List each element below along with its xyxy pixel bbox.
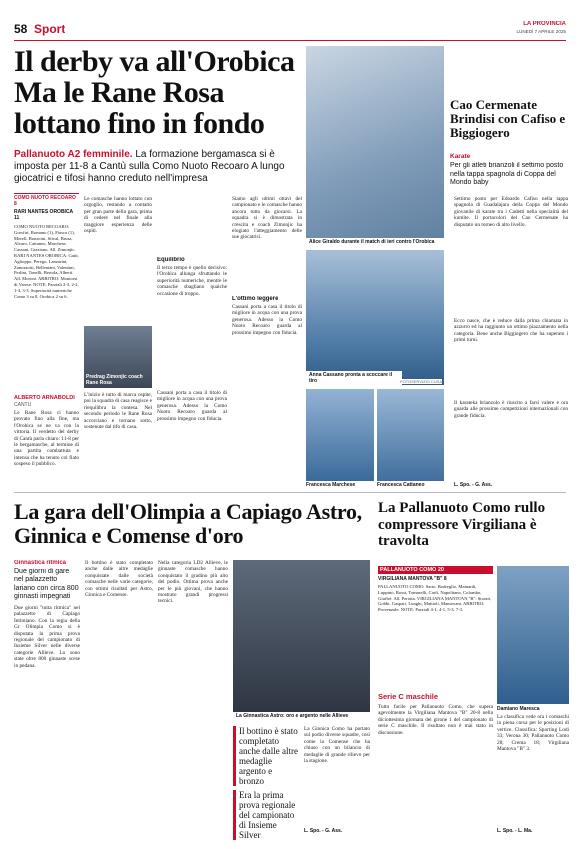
gym-body: Due giorni "tutta ritmica" nel palazzetto di Capiago Intimiano. Con la regia della Gr Olimpia Como si è disputata la prima prova regionale del campionato di Insieme Silver nelle diverse categorie Allieve. Lo sono state oltre 800 ginnaste scese in pedana. — [14, 605, 80, 669]
mid-rule — [14, 492, 566, 493]
photo-caption-2: Anna Cassano pronta a scoccare il tiro — [306, 371, 402, 385]
lead-subhead: Equilibrio — [157, 257, 185, 263]
gym-pull-1: Il bottino è stato completato anche dalle altre medaglie argento e bronzo — [233, 726, 299, 786]
lead-body-5: Cassani porta a casa il titolo di migliore in acqua con una prova generosa. Adesso la Como Nuoto Recoaro guarda al prossimo impegno con fiducia. — [157, 390, 227, 422]
pallanuoto-team-2: VIRGILIANA MANTOVA "B" 8 — [378, 576, 447, 582]
lead-photo-2 — [306, 250, 444, 385]
gym-headline: La gara dell'Olimpia a Capiago Astro, Ginnica e Comense d'oro — [14, 500, 362, 548]
gym-pull-2: Era la prima prova regionale del campionato di Insieme Silver — [233, 790, 299, 840]
lead-body-6a: Siamo agli ultimi ottavi del campionato e le comasche hanno ancora tutto da giocarsi. La squadra si è dimostrata in crescita e coach Zimonjic ha elogiato l'atteggiamento delle sue giocatrici. — [232, 196, 302, 241]
karate-headline: Cao Cermenate Brindisi con Cafiso e Biggiogero — [450, 98, 566, 140]
lead-body-1: Le Rane Rosa ci hanno provato fino alla fine, ma l'Orobica se ne va con la vittoria. Il verdetto del derby di Cantù parla chiaro: 11-8 per le bergamasche, al termine di una partita combattuta e intensa che ha tenuto col fiato sospeso il pubblico. — [14, 410, 79, 468]
gym-byline: L. Spo. - G. Ass. — [304, 828, 343, 834]
photo-caption-1: Alice Giraldo durante il match di ieri contro l'Orobica — [306, 238, 444, 246]
gym-photo-caption: La Ginnastica Astro: oro e argento nelle Allieve — [233, 712, 370, 720]
gym-kicker: Ginnastica ritmica — [14, 560, 67, 566]
pallanuoto-stats-box — [378, 566, 493, 676]
pallanuoto-subhead: Serie C maschile — [378, 692, 439, 701]
lead-stats-box — [14, 193, 79, 393]
lead-body-3: L'inizio è tutto di marca ospite, poi la squadra di casa reagisce e riequilibra la contesa. Nel secondo periodo le Rane Rosa accorciano e tornano sotto, sostenute dal tifo di casa. — [84, 392, 152, 431]
stats-body: COMO NUOTO RECOARO: Grosfiri, Romano (1), Fiasco (1), Morell, Bonacini, Stival, Brusa, Alvaro, Cattaneo, Marchese, Cassani, Graziano. All. Zimonjic. RARI NANTES OROBICA: Gatti, Aglioppo, Perego, Lanzarini, Zanozzotti, Bellentani, Valentini, Perlini, Tonelli, Bertola, Alberti. All. Moroni. ARBITRO: Montorsi di Varese. NOTE: Parziali 2-3, 2-2, 1-3, 3-3. Superiorità numeriche Como 3 su 8, Orobica 2 su 6. — [14, 224, 79, 299]
lead-byline: ALBERTO ARNABOLDI — [14, 395, 75, 401]
lead-body-2: Le comasche hanno lottato con orgoglio, restando a contatto per gran parte della gara, prima di cedere nel finale alla maggiore esperienza delle ospiti. — [84, 196, 152, 235]
photo-caption-4: Francesca Cattaneo — [377, 482, 425, 488]
karate-kicker: Karate — [450, 153, 471, 160]
pallanuoto-body-2: La classifica vede ora i comaschi in piena corsa per le posizioni di vertice. Classifica: Sporting Lodi 33; Verona 30; Pallanuoto Como 28; Crema 18; Virgiliana Mantova "B" 3. — [497, 714, 569, 753]
lead-kicker: Pallanuoto A2 femminile. — [14, 149, 133, 160]
stats-team-1: COMO NUOTO RECOARO 8 — [14, 193, 79, 207]
gym-body-4: La Ginnica Como ha portato sul podio diverse squadre, così come la Comense che ha chiuso con un bilancio di medaglie di grande rilievo per la stagione. — [304, 726, 370, 765]
pallanuoto-stats-body: PALLANUOTO COMO: Sarto, Bodreglio, Mainardi, Luppino, Rossi, Tomaselli, Carfi, Napolitano, Colombo, Giuffrè. All. Perotta. VIRGILIANA MANTOVA "B": Storari, Gobbi, Gaspari, Lunghi, Mattioli, Mantovani. ARBITRO: Provenzale. NOTE: Parziali 4-1, 4-1, 5-3, 7-3. — [378, 584, 492, 613]
lead-place: CANTÙ — [14, 402, 32, 408]
karate-body-3: Il karateka brianzolo è riuscito a farsi valere e ora guarda alle prossime competizioni internazionali con grande fiducia. — [454, 400, 568, 419]
lead-headline: Il derby va all'Orobica Ma le Rane Rosa lottano fino in fondo — [14, 46, 295, 139]
pallanuoto-team-1: PALLANUOTO COMO 20 — [378, 566, 493, 574]
photo-credit: FOTOSERVIZIO CUSA — [400, 379, 442, 384]
lead-photo-main — [306, 46, 444, 246]
stats-team-2: RARI NANTES OROBICA 11 — [14, 209, 73, 221]
karate-byline: L. Spo. - G. Ass. — [454, 482, 493, 488]
section-label: Sport — [34, 22, 66, 36]
photo-caption-3: Francesca Marchese — [306, 482, 356, 488]
page-number: 58 — [14, 22, 28, 36]
masthead: LA PROVINCIA — [523, 21, 566, 27]
lead-photo-4 — [377, 389, 444, 481]
lead-subhead-2: L'ottimo leggere — [232, 296, 279, 302]
pallanuoto-photo — [497, 566, 569, 704]
gym-deck: Due giorni di gare nel palazzetto lariano con circa 800 ginnasti impegnati — [14, 568, 79, 600]
coach-photo — [84, 326, 152, 388]
gym-body-3: Nella categoria LD2 Allieve, le ginnaste comasche hanno conquistato il gradino più alto del podio. Ottima prova anche per le più giovani, che hanno mostrato grandi progressi tecnici. — [158, 560, 228, 605]
karate-deck: Per gli atleti brianzoli il settimo posto nella tappa spagnola di Coppa del Mondo baby — [450, 162, 564, 186]
page-date: LUNEDÌ 7 APRILE 2025 — [516, 29, 566, 34]
header-rule — [14, 40, 566, 41]
pallanuoto-photo-caption: Damiano Maresca — [497, 706, 540, 712]
karate-body: Settimo posto per Edoardo Cafiso nella tappa spagnola di Guadalajara della Coppa del Mondo giovanile di karate tra i Cadetti nella specialità del kumite. Il portacolori del Cao Cermenate ha disputato un torneo di alto livello. — [454, 196, 568, 228]
lead-body-4: Il terzo tempo è quello decisivo: l'Orobica allunga sfruttando le superiorità numeriche, mentre le comasche sbagliano qualche occasione di troppo. — [157, 265, 227, 297]
gym-photo — [233, 560, 370, 720]
lead-deck-text: La formazione bergamasca si è imposta per 11-8 a Cantù sulla Como Nuoto Recoaro A lungo giocatrici e tifosi hanno creduto nell'impresa — [14, 149, 285, 184]
lead-body-6b: Cassani porta a casa il titolo di migliore in acqua con una prova generosa. Adesso la Como Nuoto Recoaro guarda al prossimo impegno con fiducia. — [232, 304, 302, 336]
pallanuoto-byline: L. Spo. - L. Ma. — [497, 828, 533, 834]
gym-body-2: Il bottino è stato completato anche dalle altre medaglie conquistate dalle società comasche nelle varie categorie, con ottimi risultati per Astro, Ginnica e Comense. — [85, 560, 153, 599]
pallanuoto-headline: La Pallanuoto Como rullo compressore Virgiliana è travolta — [378, 500, 546, 549]
coach-caption: Predrag Zimonjic coach Rane Rosa — [86, 374, 143, 386]
lead-deck — [14, 149, 304, 185]
karate-body-2: Ecco nasce, che è reduce dalla prima chiamata in azzurro ed ha raggiunto un ottimo piazzamento nella categoria. Bene anche Biggiogero che ha superato i primi turni. — [454, 318, 568, 344]
lead-photo-3 — [306, 389, 374, 481]
pallanuoto-body: Tutto facile per Pallanuoto Como, che supera agevolmente la Virgiliana Mantova "B" 20-8 nella diciottesima giornata del girone 1 del campionato di serie C maschile. Il risultato non è mai stato in discussione. — [378, 704, 493, 736]
